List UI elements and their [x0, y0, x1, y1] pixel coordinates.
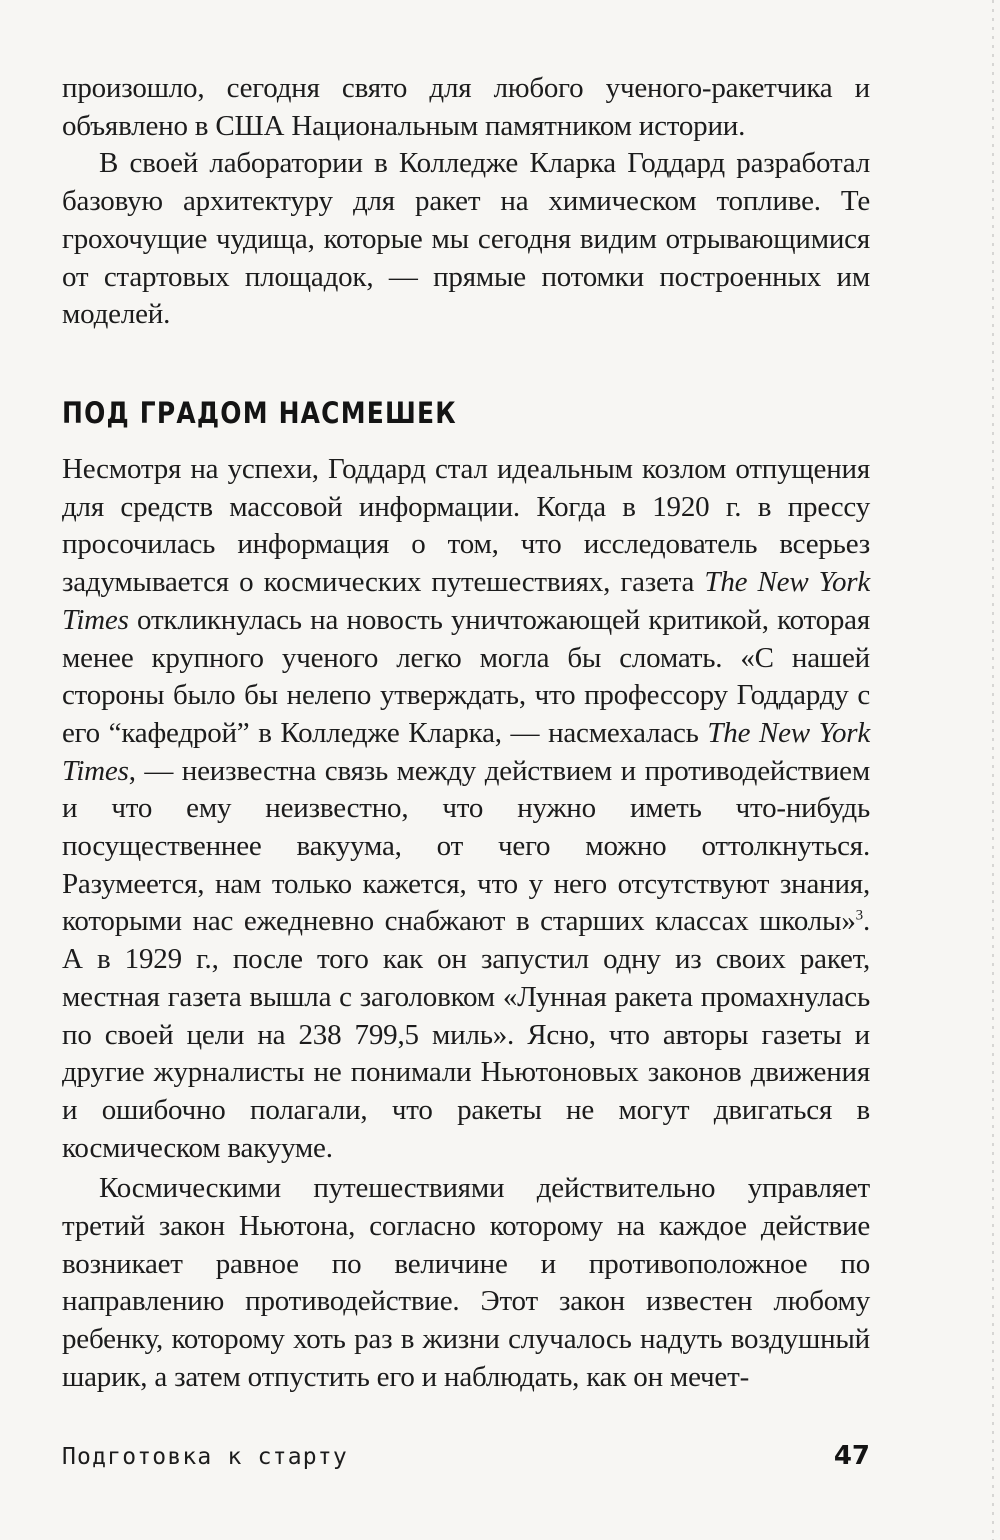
top-text-block	[62, 70, 870, 334]
paragraph-ridicule-text-3: , — неизвестна связь между действием и противодействием и что ему неизвестно, что нужно иметь что-нибудь посущественнее вакуума, от чего можно оттолкнуться. Разумеется, нам только кажется, что у него отсутствуют знания, которыми нас ежедневно снабжают в старших классах школы»	[62, 754, 870, 938]
paragraph-newton-third-law: Космическими путешествиями действительно управляет третий закон Ньютона, согласно которому на каждое действие возникает равное по величине и противоположное по направлению противодействие. Этот закон известен любому ребенку, которому хоть раз в жизни случалось надуть воздушный шарик, а затем отпустить его и наблюдать, как он мечет-	[62, 1172, 870, 1393]
page-edge-decoration	[992, 0, 994, 1540]
paragraph-ridicule-text-4: . А в 1929 г., после того как он запустил одну из своих ракет, местная газета вышла с заголовком «Лунная ракета промахнулась по своей цели на 238 799,5 миль». Ясно, что авторы газеты и другие журналисты не понимали Ньютоновых законов движения и ошибочно полагали, что ракеты не могут двигаться в космическом вакууме.	[62, 905, 870, 1164]
newspaper-title-italic-1: The New York Times	[62, 566, 871, 636]
newspaper-title-italic-2: The New York Times	[62, 716, 870, 787]
paragraph-ridicule-text-1: Несмотря на успехи, Годдард стал идеальным козлом отпущения для средств массовой информации. Когда в 1920 г. в прессу просочилась информация о том, что исследователь всерьез задумывается о космических путешествиях, газета	[62, 453, 870, 599]
paragraph-ridicule-text-2: откликнулась на новость уничтожающей критикой, которая менее крупного ученого легко могла бы сломать. «С нашей стороны было бы нелепо утверждать, что профессору Годдарду с его “кафедрой” в Колледже Кларка, — насмехалась	[62, 603, 870, 749]
page-number: 47	[833, 1441, 870, 1471]
section-heading: ПОД ГРАДОМ НАСМЕШЕК	[62, 396, 457, 430]
running-footer-title: Подготовка к старту	[62, 1444, 348, 1470]
footnote-marker: 3	[855, 907, 863, 924]
paragraph-ridicule	[62, 451, 870, 1167]
paragraph-continuation: произошло, сегодня свято для любого ученого-ракетчика и объявлено в США Национальным памятником истории.	[62, 72, 870, 142]
paragraph-goddard-lab: В своей лаборатории в Колледже Кларка Годдард разработал базовую архитектуру для ракет на химическом топливе. Те грохочущие чудища, которые мы сегодня видим отрывающимися от стартовых площадок, — прямые потомки построенных им моделей.	[62, 147, 870, 331]
body-text-block	[62, 451, 870, 1397]
